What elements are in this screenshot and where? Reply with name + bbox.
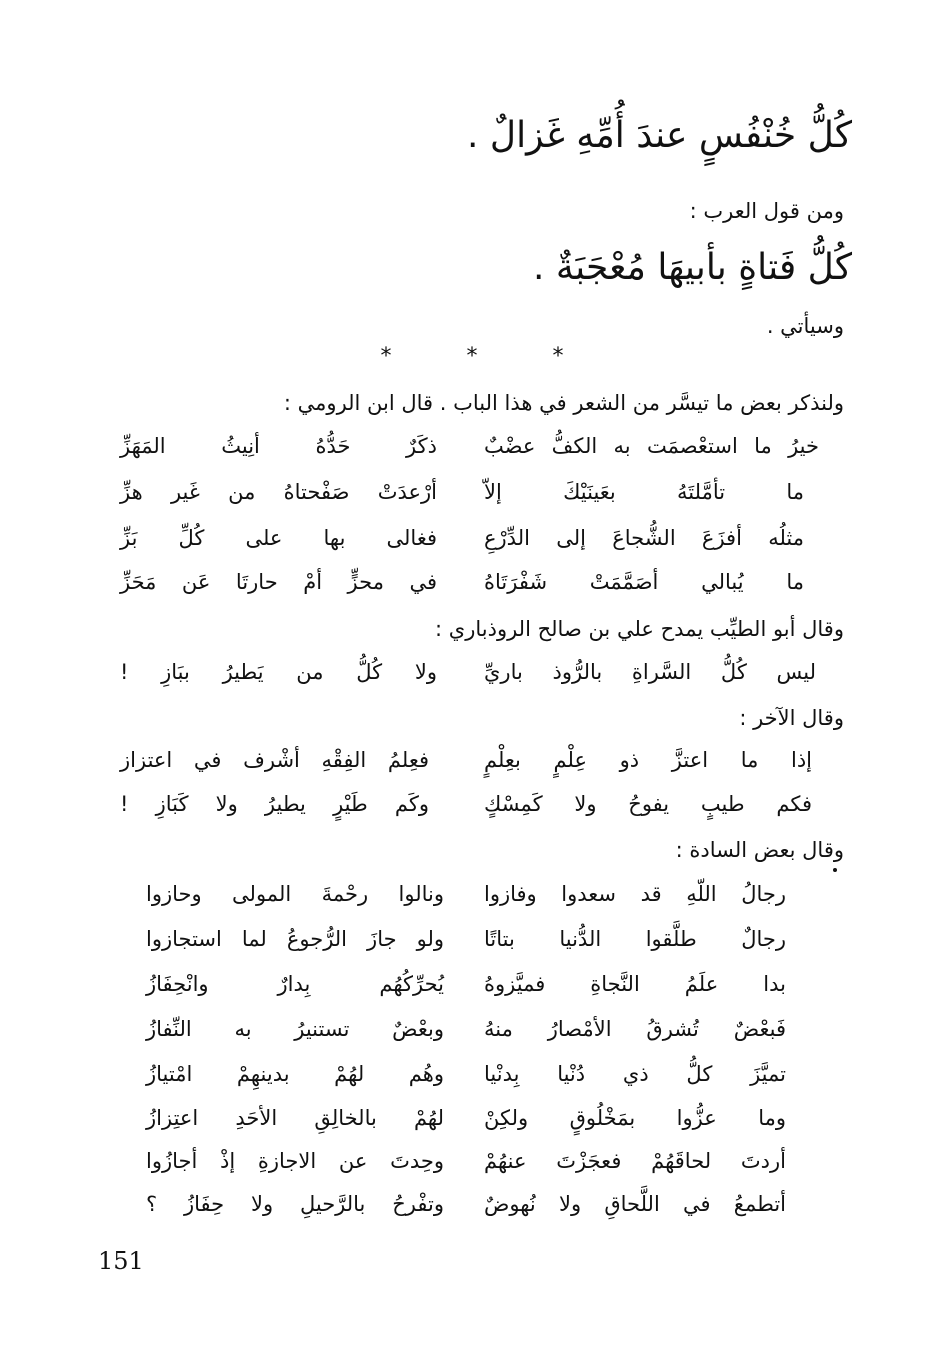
verse-second-hemistich: فغالى بها على كُلِّ بَزِّ	[120, 526, 437, 550]
verse-second-hemistich: وبعْضٌ تستنيرُ به النِّفازُ	[146, 1017, 444, 1041]
verse-second-hemistich: ولا كُلُّ من يَطيرُ ببَازِ !	[120, 660, 437, 684]
verse-first-hemistich: فكم طيبٍ يفوحُ ولا كَمِسْكٍ	[484, 792, 812, 816]
verse-first-hemistich: بدا علَمُ النَّجاةِ فميَّزوهُ	[484, 972, 786, 996]
intro-abu-tayyib: وقال أبو الطيِّب يمدح علي بن صالح الروذباري :	[435, 617, 844, 641]
verse-line	[0, 1186, 944, 1222]
verse-second-hemistich: وتفْرحُ بالرَّحيلِ ولا حِفَازُ ؟	[146, 1192, 444, 1216]
verse-first-hemistich: رجالُ اللّهِ قد سعدوا وفازوا	[484, 882, 786, 906]
verse-second-hemistich: وهُم لهُمْ بدينهِمْ امْتيازُ	[146, 1062, 444, 1086]
stray-dot-mark	[833, 868, 837, 872]
verse-line	[0, 921, 944, 957]
verse-first-hemistich: أتطمعُ في اللَّحاقِ ولا نُهوضٌ	[484, 1192, 786, 1216]
verse-second-hemistich: فعِلمُ الفِقْهِ أشْرف في اعتزاز	[120, 748, 429, 772]
verse-first-hemistich: أردتَ لحاقَهُمْ فعجَزْتَ عنهُمْ	[484, 1149, 786, 1173]
verse-second-hemistich: ذكَرٌ حَدُّهُ أنِيثُ المَهَزِّ	[120, 434, 437, 458]
verse-first-hemistich: تميَّزَ كلُّ ذي دُنْيا بِدنْيا	[484, 1062, 786, 1086]
proverb-heading-1: كُلُّ خُنْفُسٍ عندَ أُمِّهِ غَزالٌ .	[467, 115, 852, 156]
verse-first-hemistich: ليس كُلُّ السَّراةِ بالرُّوذ باريِّ	[484, 660, 816, 684]
verse-line	[0, 520, 944, 556]
verse-line	[0, 654, 944, 690]
verse-first-hemistich: ما يُبالي أصَمَّمَتْ شَفْرَتَاهُ	[484, 570, 804, 594]
verse-line	[0, 786, 944, 822]
verse-second-hemistich: لهُمْ بالخالِقِ الأحَدِ اعتِزازُ	[146, 1106, 444, 1130]
verse-second-hemistich: في محزٍّ أمْ حارتَا عَن مَحَزِّ	[120, 570, 437, 594]
verse-second-hemistich: ونالوا رحْمةَ المولى وحازوا	[146, 882, 444, 906]
verse-line	[0, 742, 944, 778]
intro-ibn-rumi: ولنذكر بعض ما تيسَّر من الشعر في هذا الباب . قال ابن الرومي :	[283, 391, 844, 415]
verse-second-hemistich: ولو جازَ الرُّجوعُ لما استجازوا	[146, 927, 444, 951]
verse-line	[0, 428, 944, 464]
verse-second-hemistich: أرْعدَتْ صَفْحتاهُ من غَير هزِّ	[120, 480, 437, 504]
verse-second-hemistich: وحِدتَ عن الاجازةِ إذْ أجازُوا	[146, 1149, 444, 1173]
verse-line	[0, 1011, 944, 1047]
verse-line	[0, 1100, 944, 1136]
verse-first-hemistich: إذا ما اعتزَّ ذو عِلْمٍ بعِلْمٍ	[484, 748, 812, 772]
intro-some-masters: وقال بعض السادة :	[675, 838, 844, 862]
intro-other-poet: وقال الآخر :	[739, 706, 844, 730]
verse-second-hemistich: وكَم طَيْرٍ يطيرُ ولا كَبَازِ !	[120, 792, 429, 816]
verse-line	[0, 474, 944, 510]
verse-first-hemistich: وما عزُّوا بمَخْلُوقٍ ولكِنْ	[484, 1106, 786, 1130]
verse-second-hemistich: يُحرِّكُهُم بِدارٌ وانْحِفَازُ	[146, 972, 444, 996]
verse-first-hemistich: ما تأمَّلتَهُ بعَينَيْكَ إلاّ	[484, 480, 804, 504]
page-number: 151	[98, 1247, 144, 1275]
section-separator: * * *	[380, 344, 598, 369]
verse-line	[0, 564, 944, 600]
verse-line	[0, 1143, 944, 1179]
verse-line	[0, 966, 944, 1002]
and-coming-note: وسيأتي .	[766, 314, 844, 338]
verse-line	[0, 876, 944, 912]
intro-arab-saying: ومن قول العرب :	[689, 199, 844, 223]
verse-first-hemistich: فَبعْضٌ تُشرقُ الأمْصارُ منهُ	[484, 1017, 786, 1041]
proverb-heading-2: كُلُّ فَتاةٍ بأبيهَا مُعْجَبَةٌ .	[532, 247, 852, 288]
verse-first-hemistich: مثلُه أفزَعَ الشُّجاعَ إلى الدِّرْعِ	[484, 526, 804, 550]
verse-first-hemistich: رجالٌ طلَّقوا الدُّنيا بتاتًا	[484, 927, 786, 951]
verse-line	[0, 1056, 944, 1092]
verse-first-hemistich: خيرُ ما استعْصمَت به الكفُّ عضْبٌ	[484, 434, 819, 458]
